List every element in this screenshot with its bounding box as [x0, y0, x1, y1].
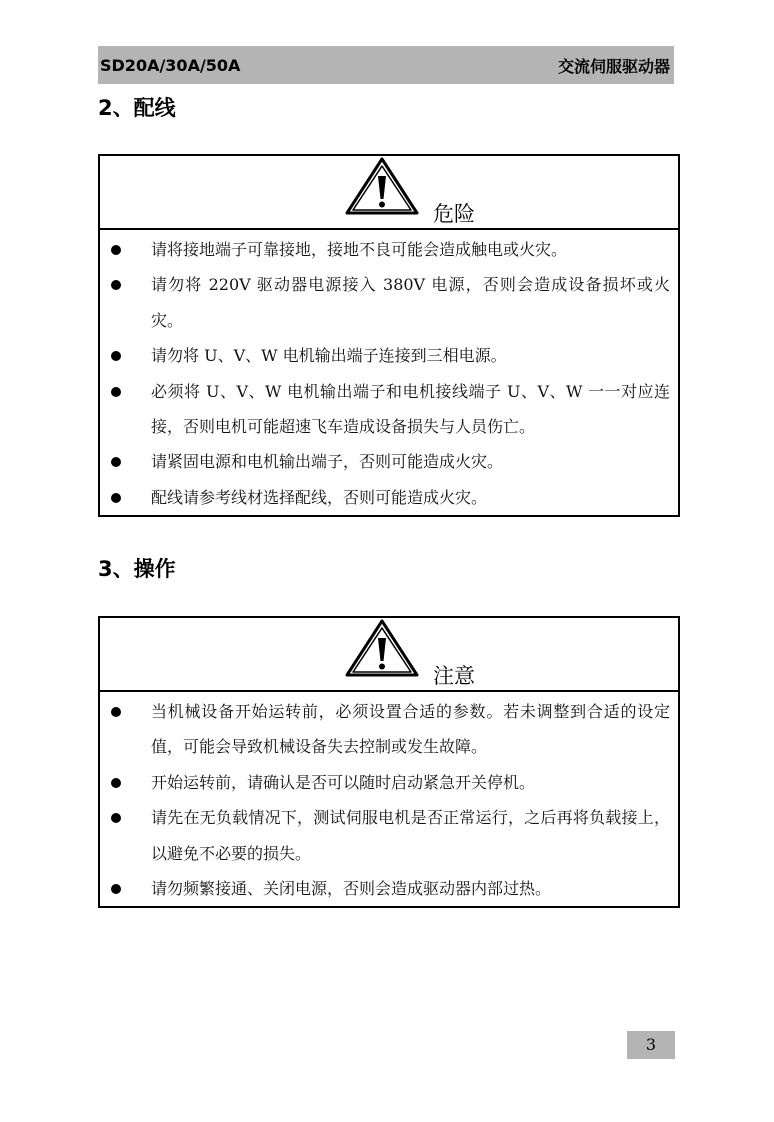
list-item: 当机械设备开始运转前，必须设置合适的参数。若未调整到合适的设定值，可能会导致机械设备失去控制或发生故障。 [100, 694, 678, 765]
caution-box [98, 616, 680, 908]
list-item: 必须将 U、V、W 电机输出端子和电机接线端子 U、V、W 一一对应连接，否则电机可能超速飞车造成设备损失与人员伤亡。 [100, 374, 678, 445]
bullet-icon [111, 457, 121, 467]
bullet-icon [111, 245, 121, 255]
section-title-wiring: 2、配线 [98, 96, 176, 120]
section-title-operation: 3、操作 [98, 557, 176, 581]
list-item: 请勿频繁接通、关闭电源，否则会造成驱动器内部过热。 [100, 871, 678, 906]
danger-label: 危险 [433, 202, 475, 226]
warning-triangle-icon [344, 618, 420, 680]
list-item: 请先在无负载情况下，测试伺服电机是否正常运行，之后再将负载接上，以避免不必要的损失。 [100, 800, 678, 871]
header-product: 交流伺服驱动器 [557, 56, 670, 76]
list-item: 开始运转前，请确认是否可以随时启动紧急开关停机。 [100, 765, 678, 800]
danger-box-header [100, 156, 678, 230]
caution-box-header [100, 618, 678, 692]
page-number: 3 [627, 1031, 675, 1059]
list-item: 请将接地端子可靠接地，接地不良可能会造成触电或火灾。 [100, 232, 678, 267]
bullet-icon [111, 778, 121, 788]
page-header [98, 46, 674, 84]
caution-list [100, 692, 678, 906]
bullet-icon [111, 387, 121, 397]
bullet-icon [111, 707, 121, 717]
list-item: 配线请参考线材选择配线，否则可能造成火灾。 [100, 480, 678, 515]
header-model: SD20A/30A/50A [100, 55, 241, 75]
list-item: 请紧固电源和电机输出端子，否则可能造成火灾。 [100, 444, 678, 479]
bullet-icon [111, 351, 121, 361]
list-item: 请勿将 U、V、W 电机输出端子连接到三相电源。 [100, 338, 678, 373]
bullet-icon [111, 813, 121, 823]
bullet-icon [111, 493, 121, 503]
caution-label: 注意 [433, 664, 475, 688]
bullet-icon [111, 280, 121, 290]
danger-list [100, 230, 678, 515]
list-item: 请勿将 220V 驱动器电源接入 380V 电源，否则会造成设备损坏或火灾。 [100, 267, 678, 338]
warning-triangle-icon [344, 156, 420, 218]
danger-box [98, 154, 680, 517]
bullet-icon [111, 884, 121, 894]
